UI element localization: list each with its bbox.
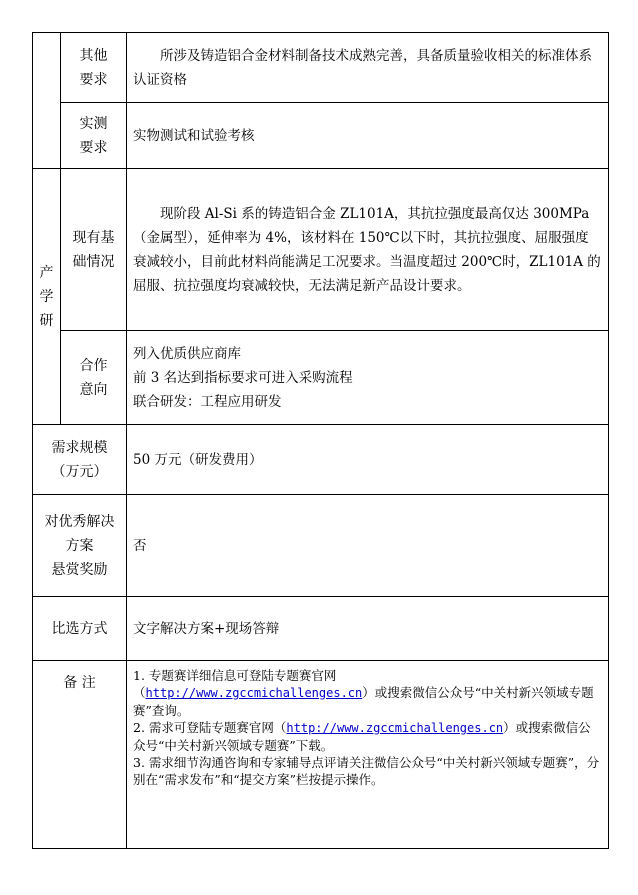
coop-text: [127, 331, 609, 425]
status-text: 现阶段 Al-Si 系的铸造铝合金 ZL101A，其抗拉强度最高仅达 300MPa（金属型），延伸率为 4%，该材料在 150℃以下时，其抗拉强度、屈服强度衰减较小，目前此材料尚能满足工况要求。当温度超过 200℃时，ZL101A 的屈服、抗拉强度均衰减较快，无法满足新产品设计要求。: [127, 169, 609, 331]
row-current-status: [33, 169, 609, 331]
method-label: 比选方式: [33, 597, 127, 661]
blank-group-cell: [33, 33, 61, 169]
official-site-link[interactable]: http://www.zgccmichallenges.cn: [145, 686, 363, 700]
reward-label: 对优秀解决 方案 悬赏奖励: [33, 495, 127, 597]
other-req-text: 所涉及铸造铝合金材料制备技术成熟完善，具备质量验收相关的标准体系认证资格: [127, 33, 609, 103]
scale-text: 50 万元（研发费用）: [127, 425, 609, 495]
other-req-label: 其他 要求: [61, 33, 127, 103]
row-cooperation: [33, 331, 609, 425]
row-other-requirements: [33, 33, 609, 103]
coop-line: 列入优质供应商库: [133, 345, 241, 362]
note-1: 1. 专题赛详细信息可登陆专题赛官网 （http://www.zgccmichallenges.cn）或搜索微信公众号“中关村新兴领域专题赛”查询。: [133, 668, 594, 718]
test-req-label: 实测 要求: [61, 103, 127, 169]
notes-label: 备 注: [33, 661, 127, 849]
official-site-link[interactable]: http://www.zgccmichallenges.cn: [286, 721, 504, 735]
row-reward: [33, 495, 609, 597]
industry-academia-research-label: 产 学 研: [33, 169, 61, 425]
coop-line: 前 3 名达到指标要求可进入采购流程: [133, 369, 353, 386]
row-method: [33, 597, 609, 661]
test-req-text: 实物测试和试验考核: [127, 103, 609, 169]
requirement-table: [32, 32, 609, 849]
method-text: 文字解决方案+现场答辩: [127, 597, 609, 661]
scale-label: 需求规模 （万元）: [33, 425, 127, 495]
row-test-requirements: [33, 103, 609, 169]
coop-label: 合作 意向: [61, 331, 127, 425]
row-notes: [33, 661, 609, 849]
coop-line: 联合研发：工程应用研发: [133, 393, 282, 410]
note-2: 2. 需求可登陆专题赛官网（http://www.zgccmichallenges.cn）或搜索微信公众号“中关村新兴领域专题赛”下载。: [133, 720, 591, 753]
row-scale: [33, 425, 609, 495]
reward-text: 否: [127, 495, 609, 597]
status-label: 现有基 础情况: [61, 169, 127, 331]
note-3: 3. 需求细节沟通咨询和专家辅导点评请关注微信公众号“中关村新兴领域专题赛”，分别在“需求发布”和“提交方案”栏按提示操作。: [133, 755, 600, 787]
notes-text: [127, 661, 609, 849]
